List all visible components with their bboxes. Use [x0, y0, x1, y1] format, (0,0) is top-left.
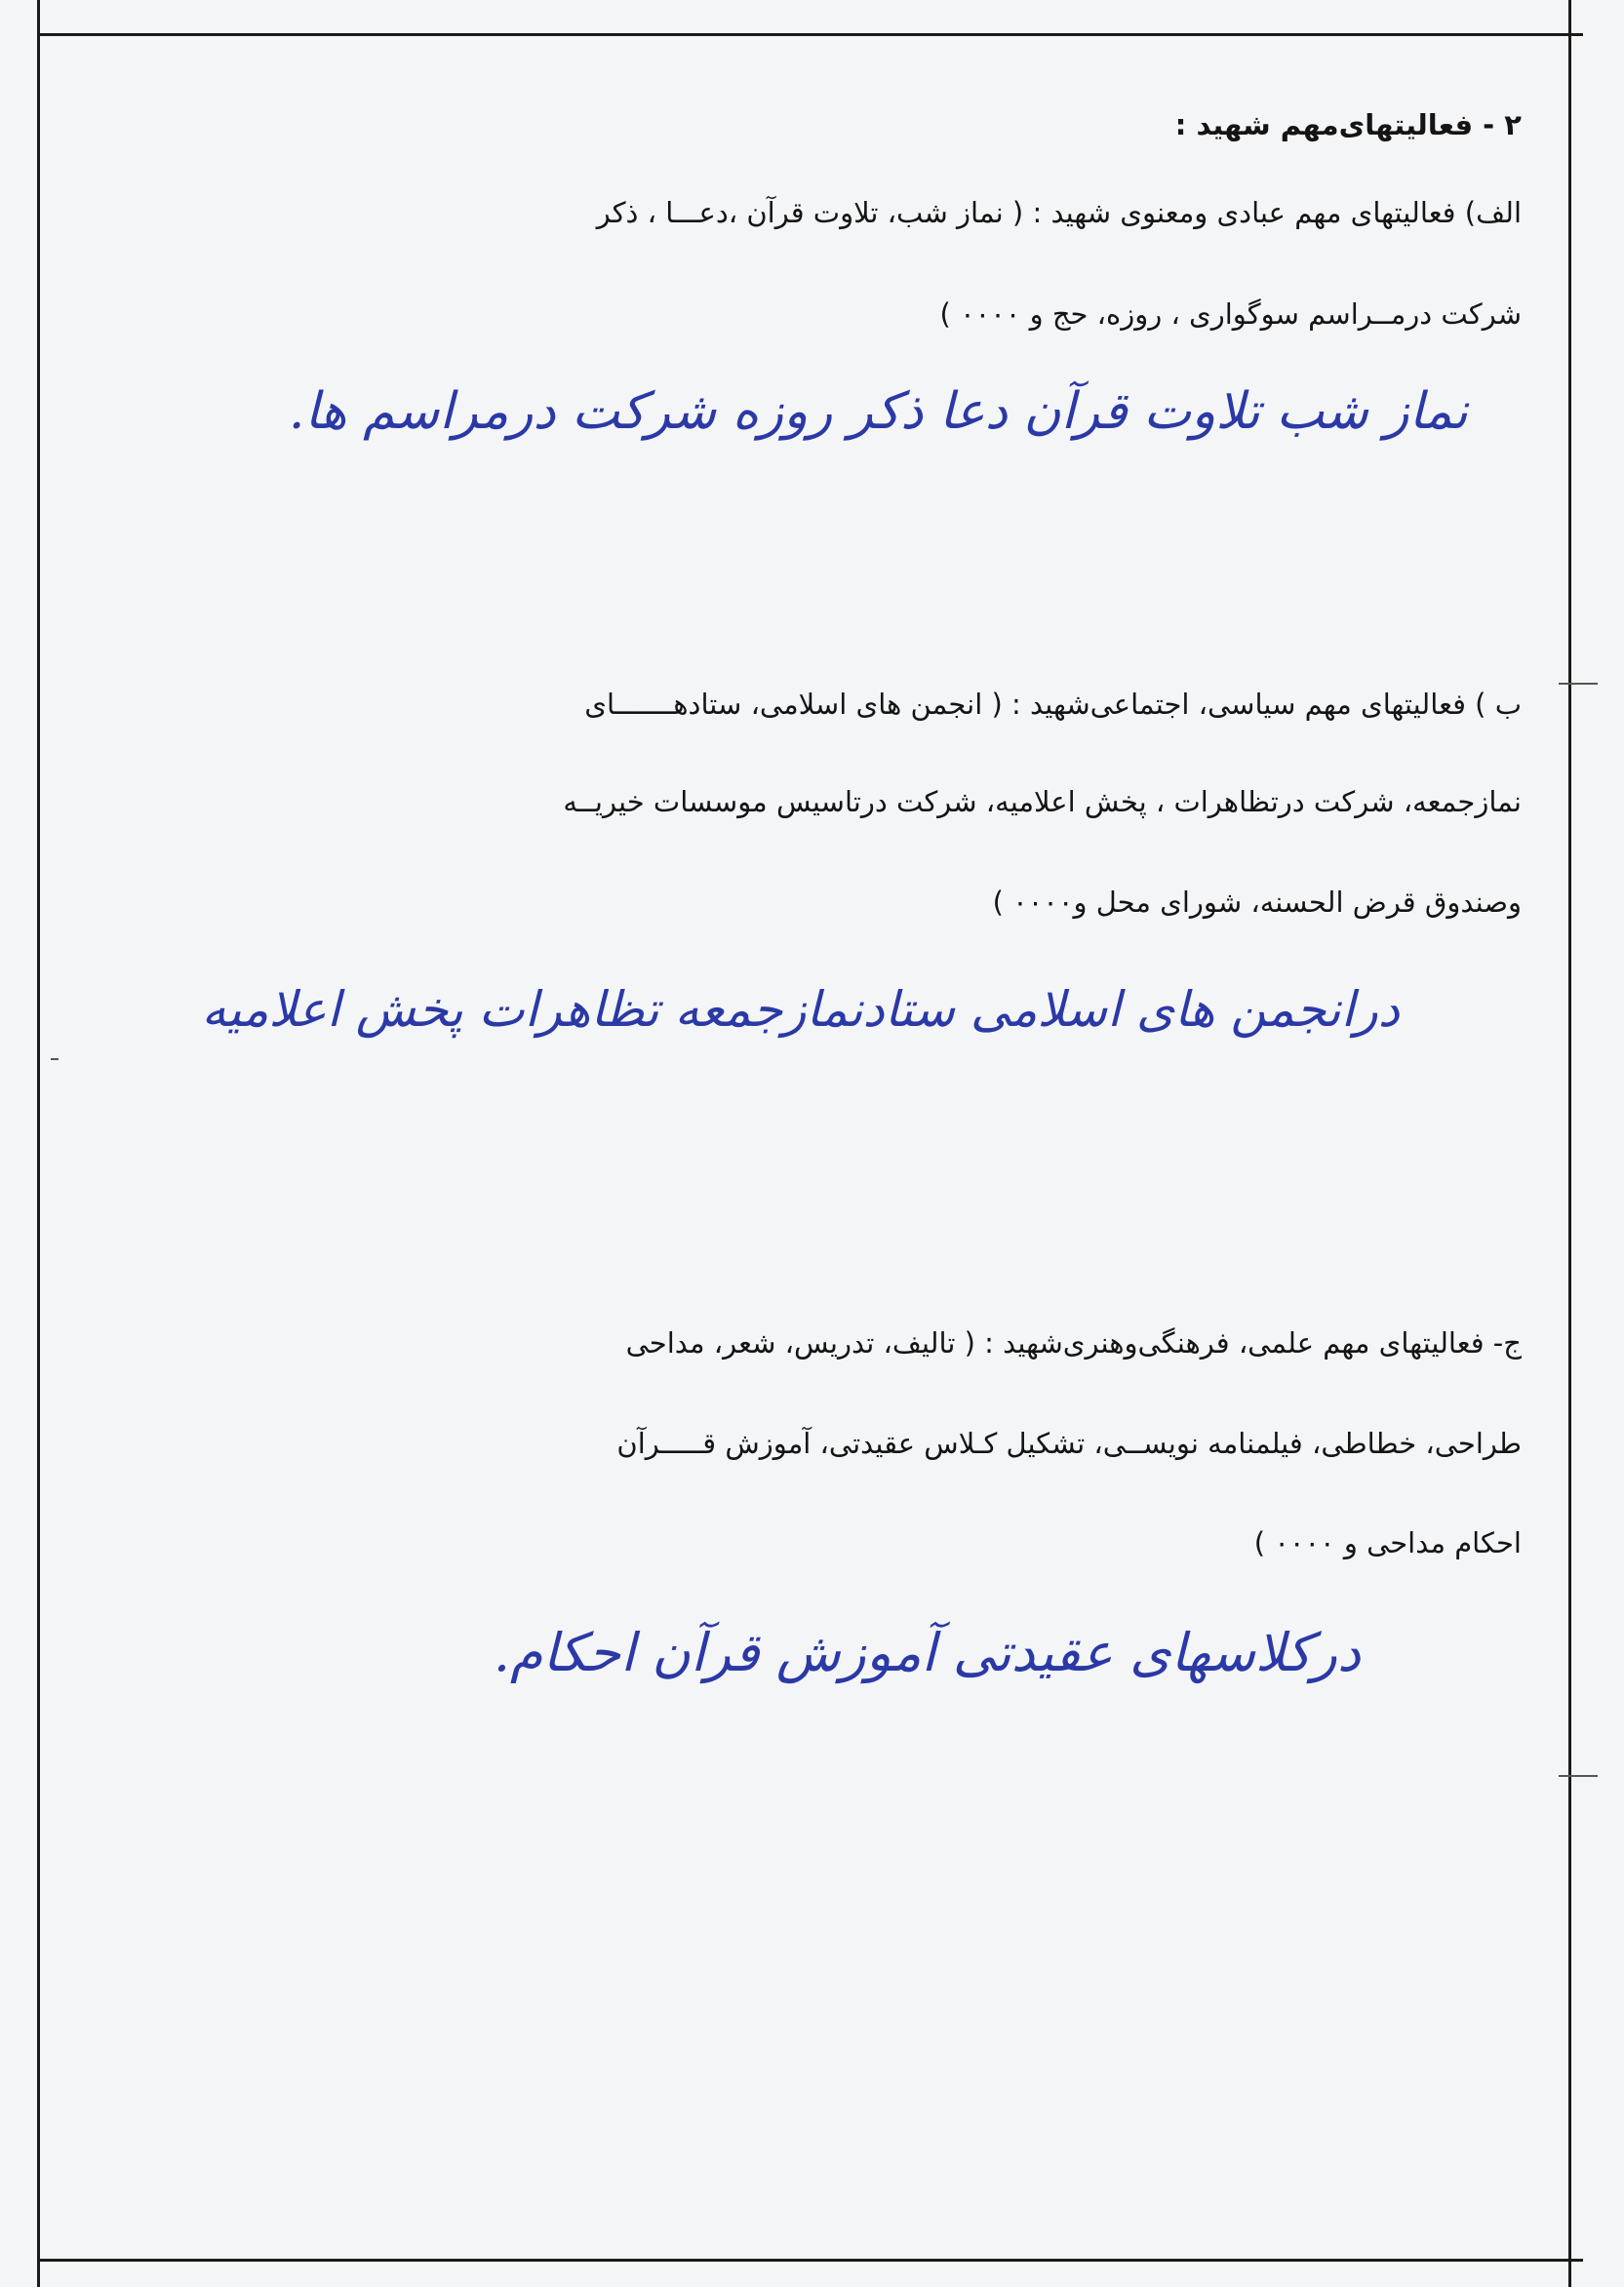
section-c-line-3: احکام مداحی و ٠٠٠٠ ) [1253, 1526, 1522, 1559]
margin-tick-mark [1559, 1775, 1598, 1777]
frame-right-line [1568, 0, 1571, 2287]
frame-left-line [37, 0, 40, 2287]
margin-tick-mark [51, 1058, 59, 1060]
section-b-handwritten-answer: درانجمن های اسلامی ستادنمازجمعه تظاهرات پخش اعلامیه [201, 981, 1400, 1038]
section-c-line-1: ج- فعالیتهای مهم علمی، فرهنگی‌وهنری‌شهید : ( تالیف، تدریس، شعر، مداحی [625, 1326, 1522, 1360]
section-b-line-2: نمازجمعه، شرکت درتظاهرات ، پخش اعلامیه، شرکت درتاسیس موسسات خیریــه [563, 785, 1522, 818]
frame-top-line [37, 33, 1583, 36]
section-heading: ٢ - فعالیتهای‌مهم شهید : [1174, 108, 1522, 141]
section-c-handwritten-answer: درکلاسهای عقیدتی آموزش قرآن احکام. [493, 1622, 1361, 1683]
section-a-line-2: شرکت درمــراسم سوگواری ، روزه، حج و ٠٠٠٠ ) [939, 297, 1522, 331]
section-b-line-1: ب ) فعالیتهای مهم سیاسی، اجتماعی‌شهید : ( انجمن های اسلامی، ستادهـــــــای [584, 688, 1522, 721]
section-a-handwritten-answer: نماز شب تلاوت قرآن دعا ذکر روزه شرکت درمراسم ها. [288, 382, 1468, 441]
section-a-line-1: الف) فعالیتهای مهم عبادی ومعنوی شهید : ( نماز شب، تلاوت قرآن ،دعـــا ، ذکر [596, 196, 1522, 229]
section-b-line-3: وصندوق قرض الحسنه، شورای محل و٠٠٠٠ ) [992, 886, 1522, 919]
section-c-line-2: طراحی، خطاطی، فیلمنامه نویســی، تشکیل کـلاس عقیدتی، آموزش قـــــرآن [616, 1427, 1522, 1460]
frame-bottom-line [37, 2259, 1583, 2262]
margin-tick-mark [1559, 683, 1598, 685]
